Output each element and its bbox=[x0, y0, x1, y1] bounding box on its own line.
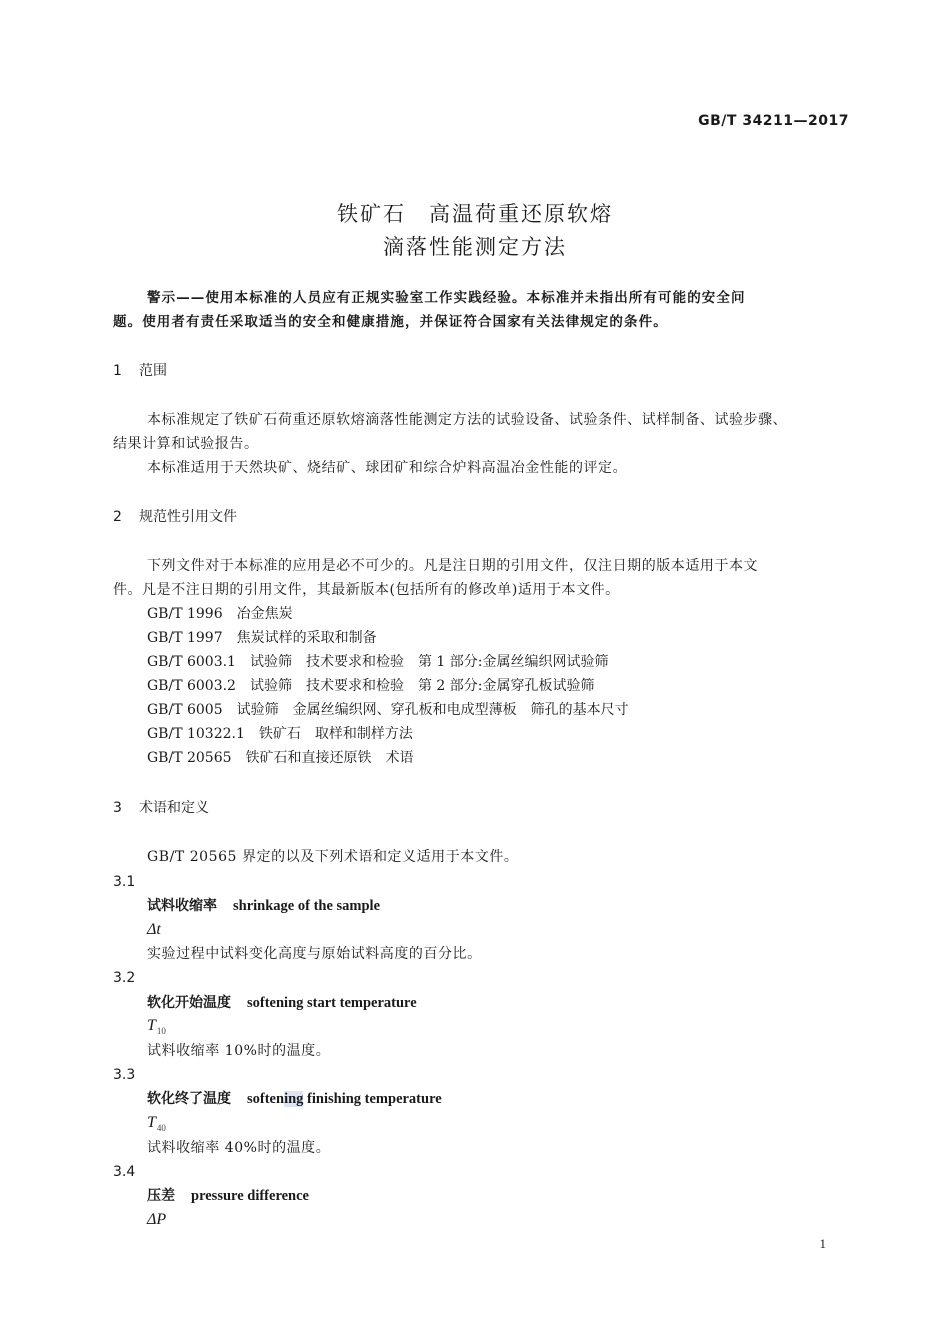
term-symbol bbox=[147, 1016, 166, 1037]
term-symbol bbox=[147, 1113, 166, 1134]
reference-item bbox=[147, 604, 293, 624]
scope-paragraph2: 本标准适用于天然块矿、烧结矿、球团矿和综合炉料高温冶金性能的评定。 bbox=[147, 460, 628, 476]
standard-number: GB/T 34211—2017 bbox=[698, 113, 849, 129]
section-heading-normative-references bbox=[113, 507, 237, 527]
term-definition: 试料收缩率 40%时的温度。 bbox=[147, 1140, 331, 1156]
term-entry bbox=[147, 1186, 309, 1206]
reference-title: 试验筛 金属丝编织网、穿孔板和电成型薄板 筛孔的基本尺寸 bbox=[236, 702, 629, 718]
section-title: 规范性引用文件 bbox=[139, 509, 237, 525]
section-heading-scope bbox=[113, 361, 167, 381]
term-entry bbox=[147, 896, 380, 916]
terms-intro: GB/T 20565 界定的以及下列术语和定义适用于本文件。 bbox=[147, 849, 519, 865]
reference-code: GB/T 6005 bbox=[147, 702, 223, 718]
warning-line2: 题。使用者有责任采取适当的安全和健康措施，并保证符合国家有关法律规定的条件。 bbox=[113, 314, 668, 330]
reference-item bbox=[147, 748, 414, 768]
symbol-text: T bbox=[147, 1017, 156, 1034]
term-entry bbox=[147, 1089, 442, 1109]
term-english: softening start temperature bbox=[247, 995, 417, 1011]
clause-number: 3.1 bbox=[113, 874, 136, 890]
reference-code: GB/T 10322.1 bbox=[147, 726, 245, 742]
term-chinese: 软化终了温度 bbox=[147, 1091, 231, 1107]
section-heading-terms bbox=[113, 798, 209, 818]
reference-title: 试验筛 技术要求和检验 第 1 部分:金属丝编织网试验筛 bbox=[249, 654, 609, 670]
term-chinese: 软化开始温度 bbox=[147, 995, 231, 1011]
reference-item bbox=[147, 652, 609, 672]
symbol-subscript: 40 bbox=[156, 1123, 166, 1133]
clause-number: 3.3 bbox=[113, 1067, 136, 1083]
reference-item bbox=[147, 628, 377, 648]
document-title-line1: 铁矿石 高温荷重还原软熔 bbox=[337, 202, 613, 226]
term-definition: 试料收缩率 10%时的温度。 bbox=[147, 1043, 331, 1059]
reference-title: 铁矿石 取样和制样方法 bbox=[258, 726, 413, 742]
symbol-subscript: 10 bbox=[156, 1026, 166, 1036]
reference-item bbox=[147, 700, 629, 720]
symbol-text: ΔP bbox=[147, 1211, 167, 1228]
section-title: 术语和定义 bbox=[139, 800, 209, 816]
scope-paragraph1-line1: 本标准规定了铁矿石荷重还原软熔滴落性能测定方法的试验设备、试验条件、试样制备、试验步骤、 bbox=[147, 412, 788, 428]
clause-number: 3.2 bbox=[113, 970, 136, 986]
term-symbol bbox=[147, 920, 161, 940]
section-number: 2 bbox=[113, 509, 122, 525]
section-title: 范围 bbox=[139, 363, 167, 379]
clause-number: 3.4 bbox=[113, 1164, 136, 1180]
reference-title: 铁矿石和直接还原铁 术语 bbox=[245, 750, 414, 766]
term-definition: 实验过程中试料变化高度与原始试料高度的百分比。 bbox=[147, 946, 482, 962]
page-number: 1 bbox=[819, 1236, 826, 1251]
scope-paragraph1-line2: 结果计算和试验报告。 bbox=[113, 436, 259, 452]
document-title-line2: 滴落性能测定方法 bbox=[383, 235, 567, 259]
warning-line1: 警示——使用本标准的人员应有正规实验室工作实践经验。本标准并未指出所有可能的安全问 bbox=[147, 290, 746, 306]
term-symbol bbox=[147, 1210, 166, 1230]
text-selection-highlight: ing bbox=[284, 1091, 304, 1107]
reference-code: GB/T 20565 bbox=[147, 750, 232, 766]
reference-item bbox=[147, 676, 595, 696]
section-number: 1 bbox=[113, 363, 122, 379]
references-paragraph-line2: 件。凡是不注日期的引用文件，其最新版本(包括所有的修改单)适用于本文件。 bbox=[113, 582, 620, 598]
symbol-text: Δt bbox=[147, 921, 161, 938]
term-english-part: soften bbox=[247, 1091, 285, 1107]
references-paragraph-line1: 下列文件对于本标准的应用是必不可少的。凡是注日期的引用文件，仅注日期的版本适用于本文 bbox=[147, 558, 759, 574]
term-chinese: 压差 bbox=[147, 1188, 175, 1204]
reference-code: GB/T 6003.2 bbox=[147, 678, 236, 694]
term-english-part: finishing temperature bbox=[303, 1091, 442, 1107]
section-number: 3 bbox=[113, 800, 122, 816]
reference-title: 试验筛 技术要求和检验 第 2 部分:金属穿孔板试验筛 bbox=[249, 678, 595, 694]
term-entry bbox=[147, 993, 417, 1013]
reference-code: GB/T 6003.1 bbox=[147, 654, 236, 670]
reference-code: GB/T 1997 bbox=[147, 630, 223, 646]
term-english: pressure difference bbox=[191, 1188, 309, 1204]
term-english bbox=[247, 1091, 442, 1107]
reference-item bbox=[147, 724, 413, 744]
reference-title: 冶金焦炭 bbox=[236, 606, 293, 622]
reference-code: GB/T 1996 bbox=[147, 606, 223, 622]
term-english: shrinkage of the sample bbox=[233, 898, 381, 914]
reference-title: 焦炭试样的采取和制备 bbox=[236, 630, 377, 646]
term-chinese: 试料收缩率 bbox=[147, 898, 217, 914]
symbol-text: T bbox=[147, 1114, 156, 1131]
